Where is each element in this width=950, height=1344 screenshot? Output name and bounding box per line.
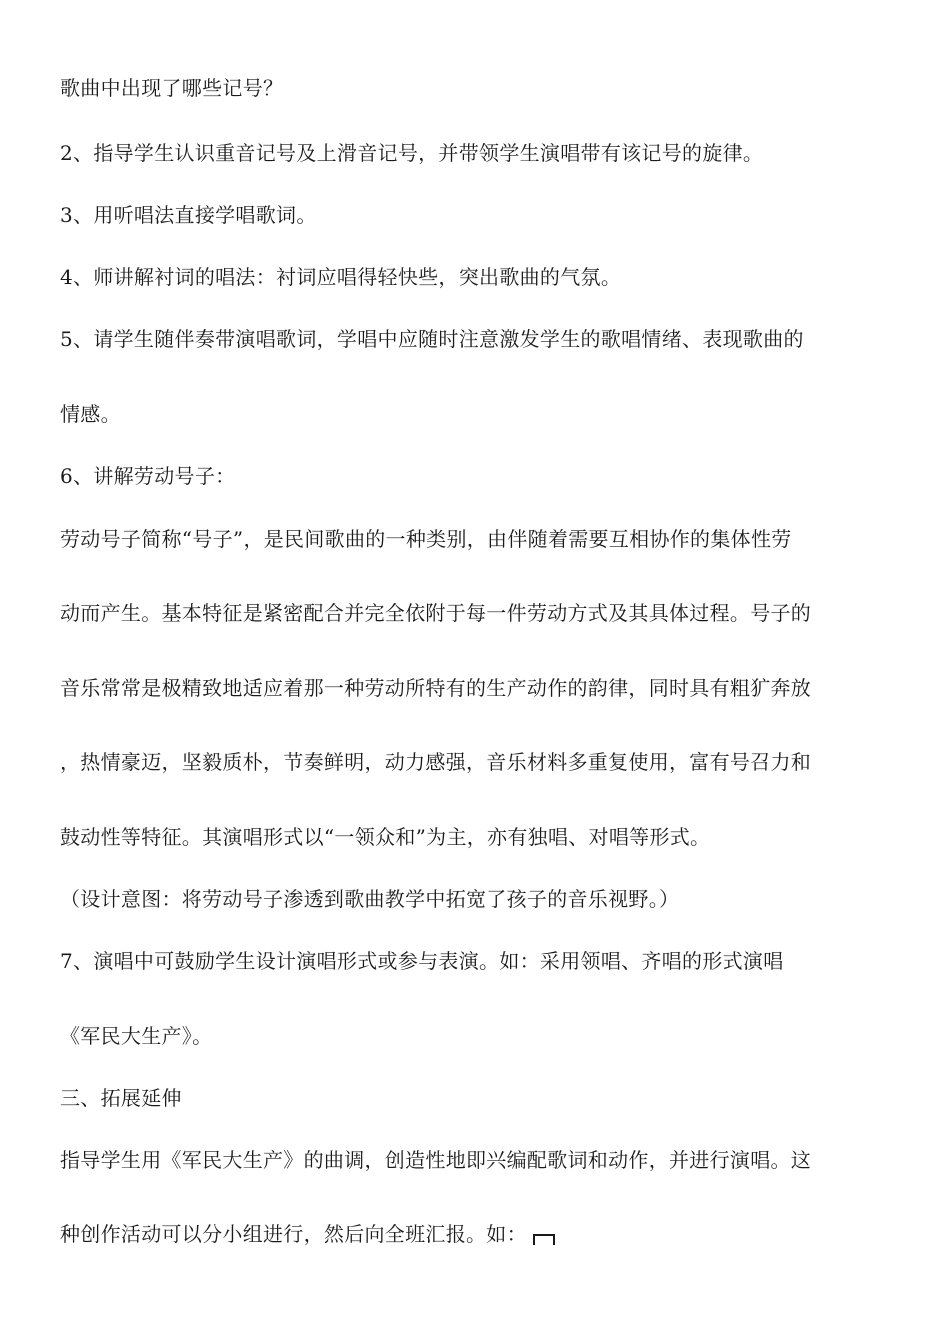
text-line-17: 指导学生用《军民大生产》的曲调，创造性地即兴编配歌词和动作，并进行演唱。这 [60, 1148, 812, 1172]
text-line-18 [60, 1220, 900, 1248]
text-line-3: 3、用听唱法直接学唱歌词。 [60, 203, 317, 227]
text-line-5: 5、请学生随伴奏带演唱歌词，学唱中应随时注意激发学生的歌唱情绪、表现歌曲的 [60, 327, 804, 351]
text-line-13: （设计意图：将劳动号子渗透到歌曲教学中拓宽了孩子的音乐视野。） [60, 887, 680, 911]
text-line-15: 《军民大生产》。 [60, 1024, 213, 1048]
text-line-4: 4、师讲解衬词的唱法：衬词应唱得轻快些，突出歌曲的气氛。 [60, 265, 622, 289]
text-line-1: 歌曲中出现了哪些记号？ [60, 76, 284, 100]
text-line-8: 劳动号子简称“号子”，是民间歌曲的一种类别，由伴随着需要互相协作的集体性劳 [60, 527, 792, 551]
text-line-18-content: 种创作活动可以分小组进行，然后向全班汇报。如： [60, 1222, 527, 1246]
text-line-14: 7、演唱中可鼓励学生设计演唱形式或参与表演。如：采用领唱、齐唱的形式演唱 [60, 949, 784, 973]
text-line-6: 情感。 [60, 402, 121, 426]
section-heading: 三、拓展延伸 [60, 1086, 182, 1110]
text-line-11: ，热情豪迈，坚毅质朴，节奏鲜明，动力感强，音乐材料多重复使用，富有号召力和 [60, 750, 812, 774]
text-line-9: 动而产生。基本特征是紧密配合并完全依附于每一件劳动方式及其具体过程。号子的 [60, 601, 812, 625]
bracket-mark-icon [533, 1234, 555, 1245]
text-line-7: 6、讲解劳动号子： [60, 464, 236, 488]
text-line-2: 2、指导学生认识重音记号及上滑音记号，并带领学生演唱带有该记号的旋律。 [60, 141, 764, 165]
text-line-10: 音乐常常是极精致地适应着那一种劳动所特有的生产动作的韵律，同时具有粗犷奔放 [60, 676, 812, 700]
text-line-12: 鼓动性等特征。其演唱形式以“一领众和”为主，亦有独唱、对唱等形式。 [60, 825, 711, 849]
